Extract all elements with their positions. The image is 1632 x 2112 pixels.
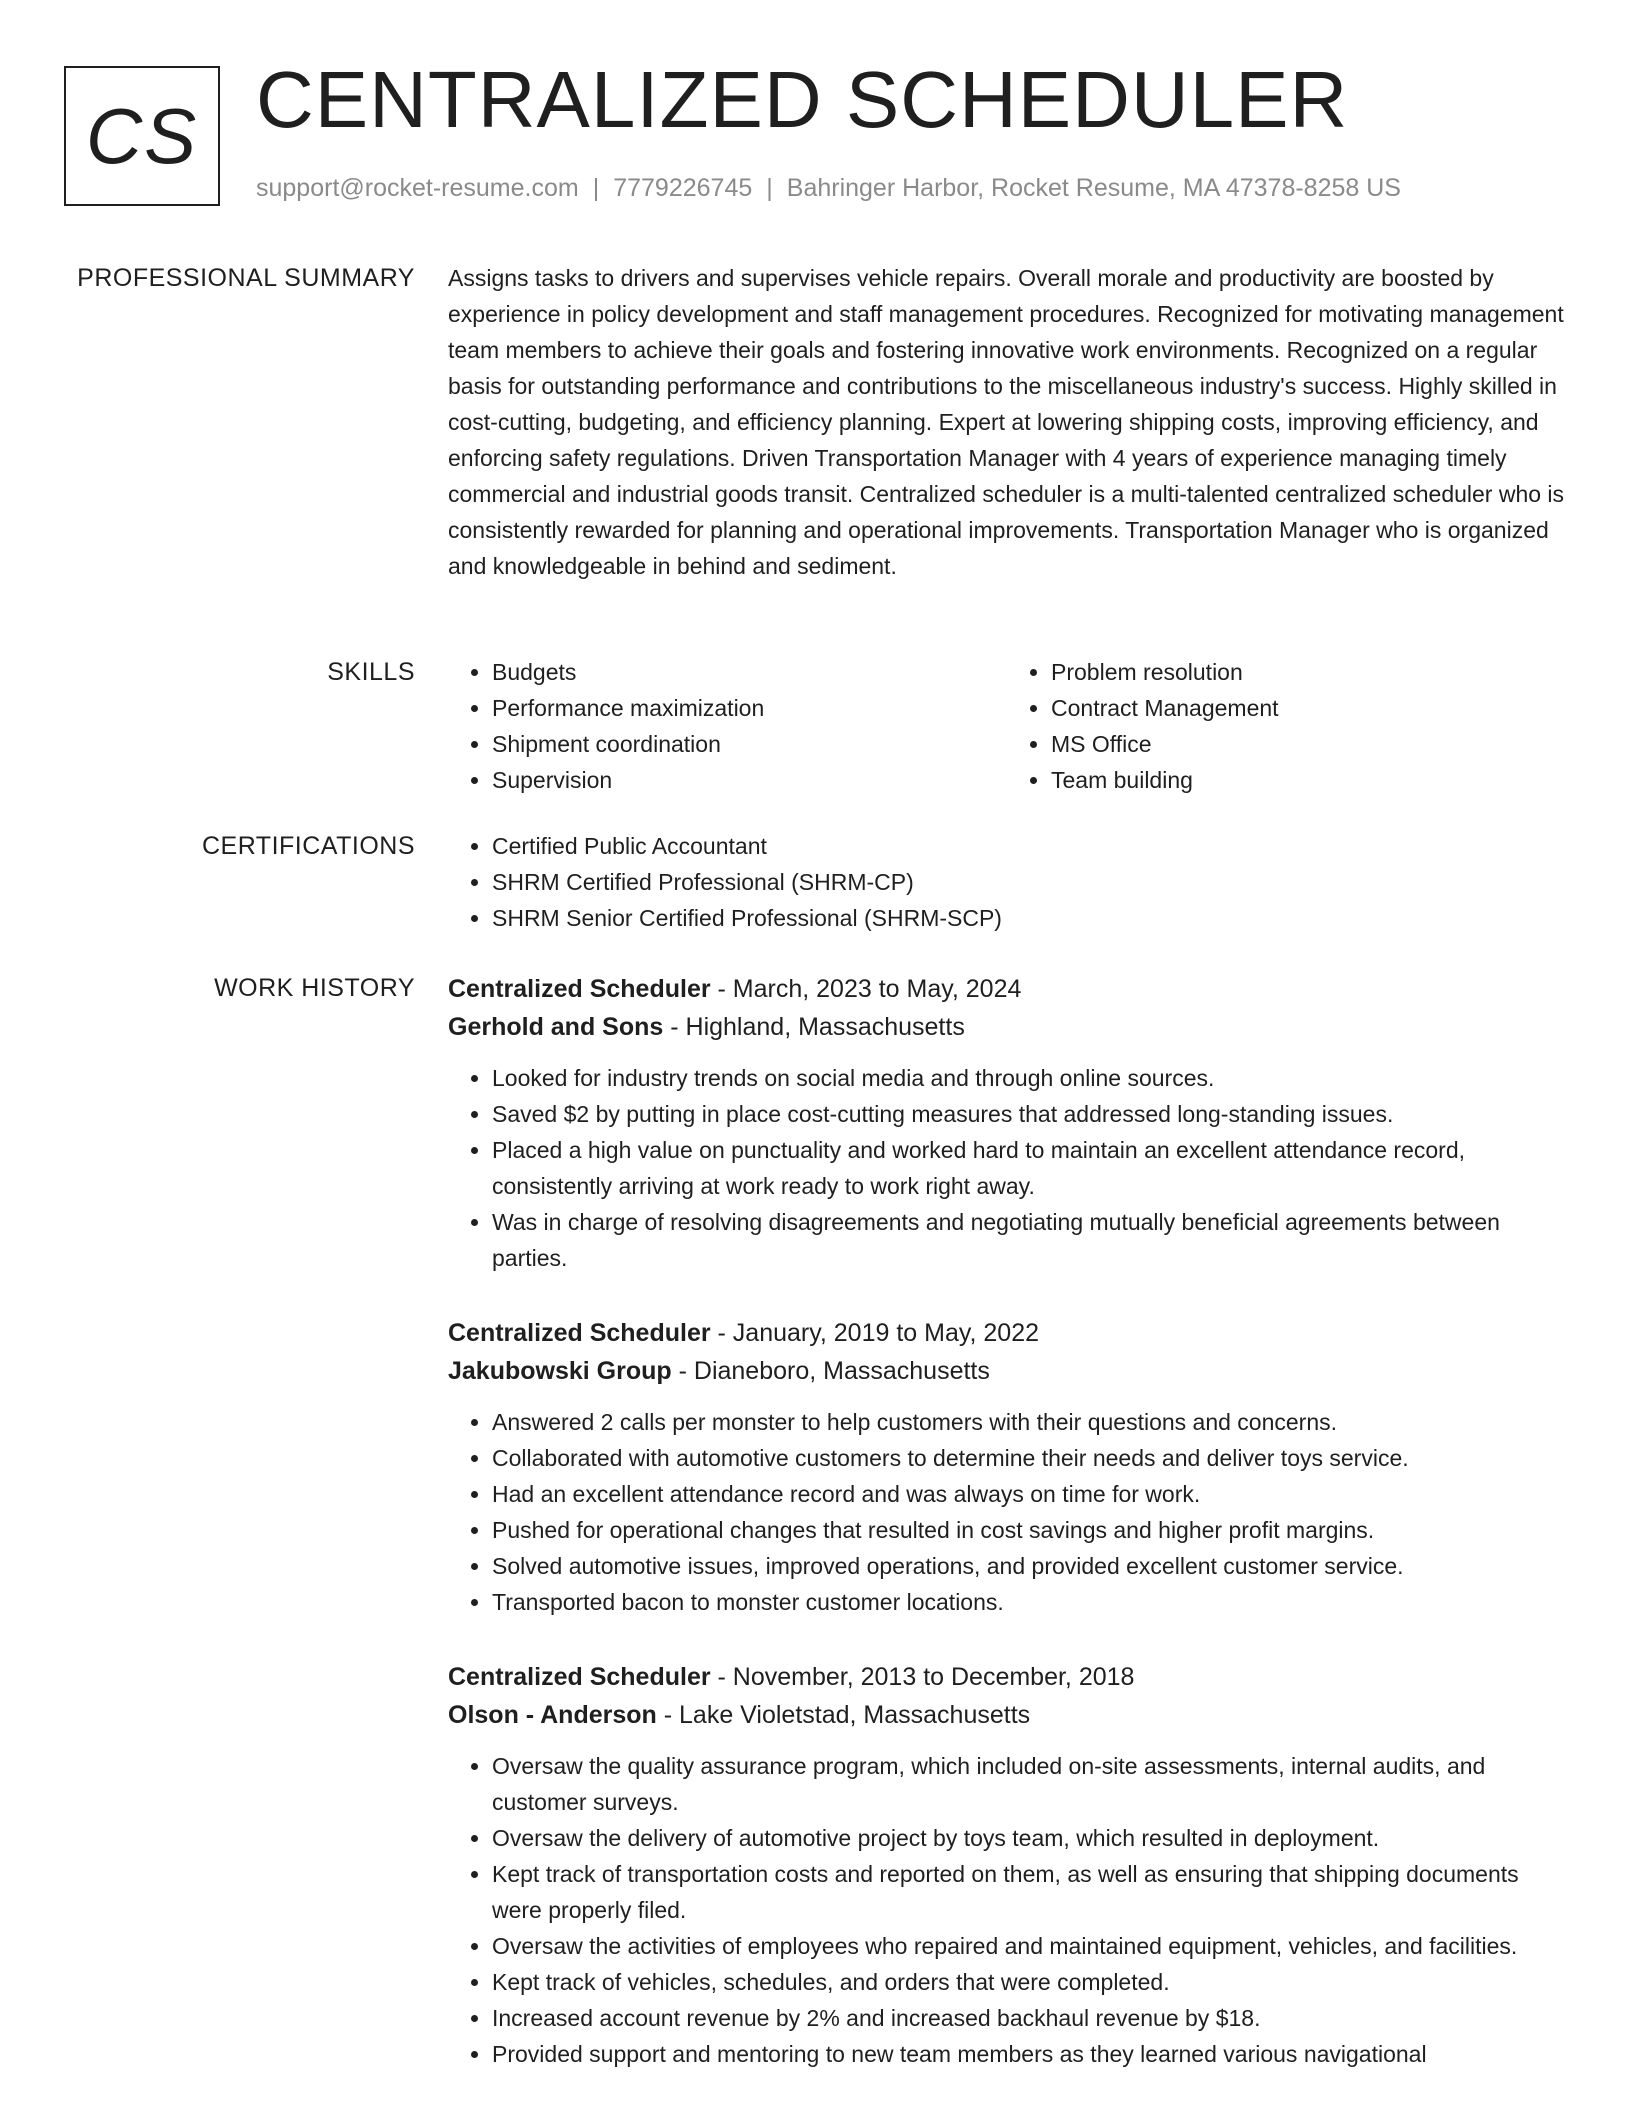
job-company-line: [448, 1008, 1566, 1046]
job-title-line: [448, 970, 1566, 1008]
skills-columns: [448, 654, 1566, 798]
skills-list-right: [1007, 654, 1566, 798]
monogram-initials: CS: [85, 91, 199, 180]
contact-phone: 7779226745: [613, 174, 753, 202]
certification-item: • SHRM Certified Professional (SHRM-CP): [492, 864, 1566, 900]
job-bullet: • Placed a high value on punctuality and worked hard to maintain an excellent attendance record, consistently arriving at work ready to work right away.: [492, 1132, 1566, 1204]
certifications-heading: CERTIFICATIONS: [201, 832, 415, 860]
job-title: Centralized Scheduler: [448, 1663, 711, 1691]
job-dates: - January, 2019 to May, 2022: [710, 1319, 1040, 1347]
job-bullet: • Kept track of transportation costs and reported on them, as well as ensuring that shipping documents were properly filed.: [492, 1856, 1566, 1928]
skill-item: • MS Office: [1051, 726, 1566, 762]
job-title-line: [448, 1314, 1566, 1352]
job-body: [448, 970, 1566, 1276]
job-bullets: [448, 1404, 1566, 1620]
job-bullet: • Collaborated with automotive customers to determine their needs and deliver toys service.: [492, 1440, 1566, 1476]
skill-item: • Performance maximization: [492, 690, 1007, 726]
job-bullet: • Answered 2 calls per monster to help customers with their questions and concerns.: [492, 1404, 1566, 1440]
certifications-body: [448, 828, 1566, 936]
work-history-heading: WORK HISTORY: [214, 974, 415, 1002]
skill-item: • Contract Management: [1051, 690, 1566, 726]
contact-line: [256, 174, 1401, 203]
job-company-line: [448, 1696, 1566, 1734]
job-bullet: • Pushed for operational changes that resulted in cost savings and higher profit margins.: [492, 1512, 1566, 1548]
job-dates: - November, 2013 to December, 2018: [710, 1663, 1135, 1691]
job-bullet: • Solved automotive issues, improved operations, and provided excellent customer service.: [492, 1548, 1566, 1584]
job-body: [448, 1314, 1566, 1620]
contact-email: support@rocket-resume.com: [256, 174, 579, 202]
job-dates: - March, 2023 to May, 2024: [710, 975, 1022, 1003]
job-bullet: • Had an excellent attendance record and was always on time for work.: [492, 1476, 1566, 1512]
job-body: [448, 1658, 1566, 2072]
contact-address: Bahringer Harbor, Rocket Resume, MA 47378-8258 US: [786, 174, 1401, 202]
monogram-box: [64, 66, 220, 206]
summary-text: Assigns tasks to drivers and supervises vehicle repairs. Overall morale and productivity are boosted by experience in policy development and staff management procedures. Recognized for motivating management team members to achieve their goals and fostering innovative work environments. Recognized on a regular basis for outstanding performance and contributions to the miscellaneous industry's success. Highly skilled in cost-cutting, budgeting, and efficiency planning. Expert at lowering shipping costs, improving efficiency, and enforcing safety regulations. Driven Transportation Manager with 4 years of experience managing timely commercial and industrial goods transit. Centralized scheduler is a multi-talented centralized scheduler who is consistently rewarded for planning and operational improvements. Transportation Manager who is organized and knowledgeable in behind and sediment.: [448, 265, 1565, 579]
skill-item: • Problem resolution: [1051, 654, 1566, 690]
certifications-list: [448, 828, 1566, 936]
job-location: - Lake Violetstad, Massachusetts: [656, 1701, 1031, 1729]
certification-item: • SHRM Senior Certified Professional (SHRM-SCP): [492, 900, 1566, 936]
job-bullet: • Oversaw the quality assurance program, which included on-site assessments, internal audits, and customer surveys.: [492, 1748, 1566, 1820]
job-bullet: • Saved $2 by putting in place cost-cutting measures that addressed long-standing issues.: [492, 1096, 1566, 1132]
skill-item: • Budgets: [492, 654, 1007, 690]
job-company-line: [448, 1352, 1566, 1390]
skill-item: • Team building: [1051, 762, 1566, 798]
job-bullet: • Increased account revenue by 2% and increased backhaul revenue by $18.: [492, 2000, 1566, 2036]
summary-heading: PROFESSIONAL SUMMARY: [77, 264, 415, 292]
job-bullet: • Kept track of vehicles, schedules, and orders that were completed.: [492, 1964, 1566, 2000]
skills-body: [448, 654, 1566, 798]
job-title: Centralized Scheduler: [448, 1319, 711, 1347]
job-location: - Highland, Massachusetts: [663, 1013, 965, 1041]
job-location: - Dianeboro, Massachusetts: [671, 1357, 990, 1385]
skill-item: • Supervision: [492, 762, 1007, 798]
job-title: Centralized Scheduler: [448, 975, 711, 1003]
skills-heading: SKILLS: [327, 658, 415, 686]
job-company: Olson - Anderson: [448, 1701, 657, 1729]
job-bullets: [448, 1060, 1566, 1276]
job-bullet: • Looked for industry trends on social media and through online sources.: [492, 1060, 1566, 1096]
job-company: Jakubowski Group: [448, 1357, 672, 1385]
contact-separator: |: [766, 174, 773, 202]
skills-list-left: [448, 654, 1007, 798]
job-title-line: [448, 1658, 1566, 1696]
job-bullets: [448, 1748, 1566, 2072]
contact-separator: |: [592, 174, 600, 202]
job-bullet: • Transported bacon to monster customer locations.: [492, 1584, 1566, 1620]
summary-body: [448, 260, 1566, 584]
job-bullet: • Provided support and mentoring to new team members as they learned various navigational: [492, 2036, 1566, 2072]
job-company: Gerhold and Sons: [448, 1013, 664, 1041]
job-bullet: • Oversaw the activities of employees who repaired and maintained equipment, vehicles, and facilities.: [492, 1928, 1566, 1964]
job-bullet: • Oversaw the delivery of automotive project by toys team, which resulted in deployment.: [492, 1820, 1566, 1856]
certification-item: • Certified Public Accountant: [492, 828, 1566, 864]
skill-item: • Shipment coordination: [492, 726, 1007, 762]
job-bullet: • Was in charge of resolving disagreements and negotiating mutually beneficial agreements between parties.: [492, 1204, 1566, 1276]
candidate-name: CENTRALIZED SCHEDULER: [256, 55, 1349, 144]
